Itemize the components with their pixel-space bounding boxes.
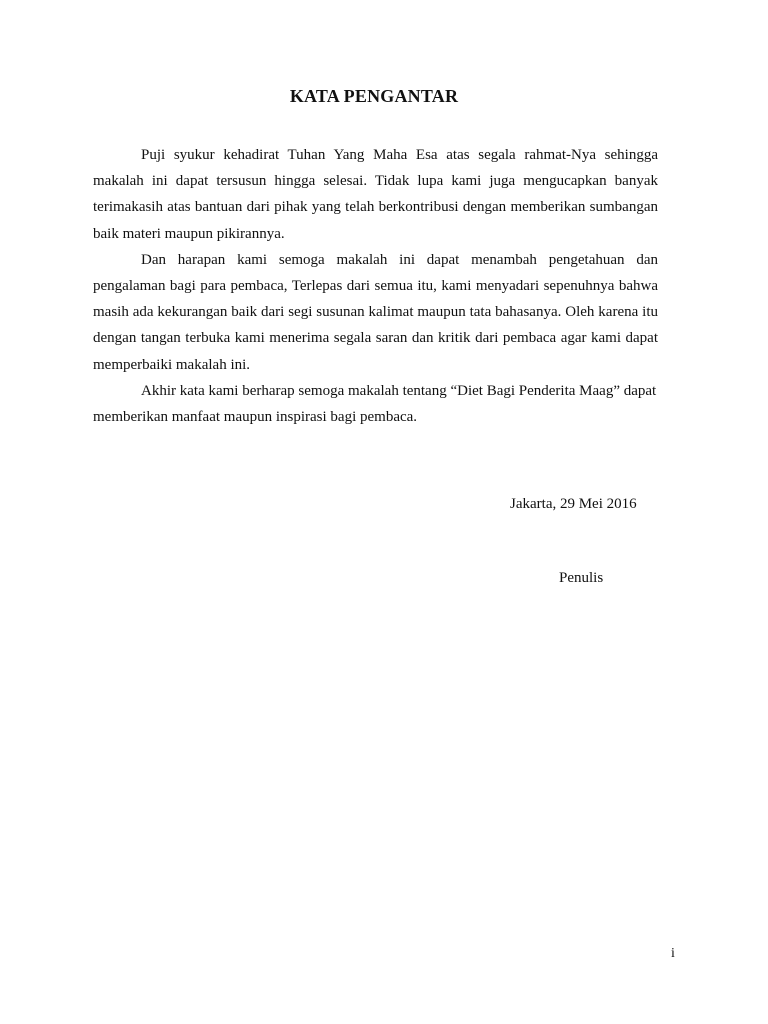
place-date: Jakarta, 29 Mei 2016 xyxy=(510,496,637,512)
author-signature: Penulis xyxy=(559,570,604,586)
body-text xyxy=(93,142,658,430)
paragraph-2: Dan harapan kami semoga makalah ini dapat menambah pengetahuan dan pengalaman bagi para pembaca, Terlepas dari semua itu, kami menyadari sepenuhnya bahwa masih ada kekurangan baik dari segi susunan kalimat maupun tata bahasanya. Oleh karena itu dengan tangan terbuka kami menerima segala saran dan kritik dari pembaca agar kami dapat memperbaiki makalah ini. xyxy=(93,251,658,373)
paragraph-3: Akhir kata kami berharap semoga makalah tentang “Diet Bagi Penderita Maag” dapat memberikan manfaat maupun inspirasi bagi pembaca. xyxy=(93,382,657,426)
page-title: KATA PENGANTAR xyxy=(289,86,459,106)
page-number: i xyxy=(671,946,675,961)
paragraph-1: Puji syukur kehadirat Tuhan Yang Maha Esa atas segala rahmat-Nya sehingga makalah ini dapat tersusun hingga selesai. Tidak lupa kami juga mengucapkan banyak terimakasih atas bantuan dari pihak yang telah berkontribusi dengan memberikan sumbangan baik materi maupun pikirannya. xyxy=(93,147,658,242)
